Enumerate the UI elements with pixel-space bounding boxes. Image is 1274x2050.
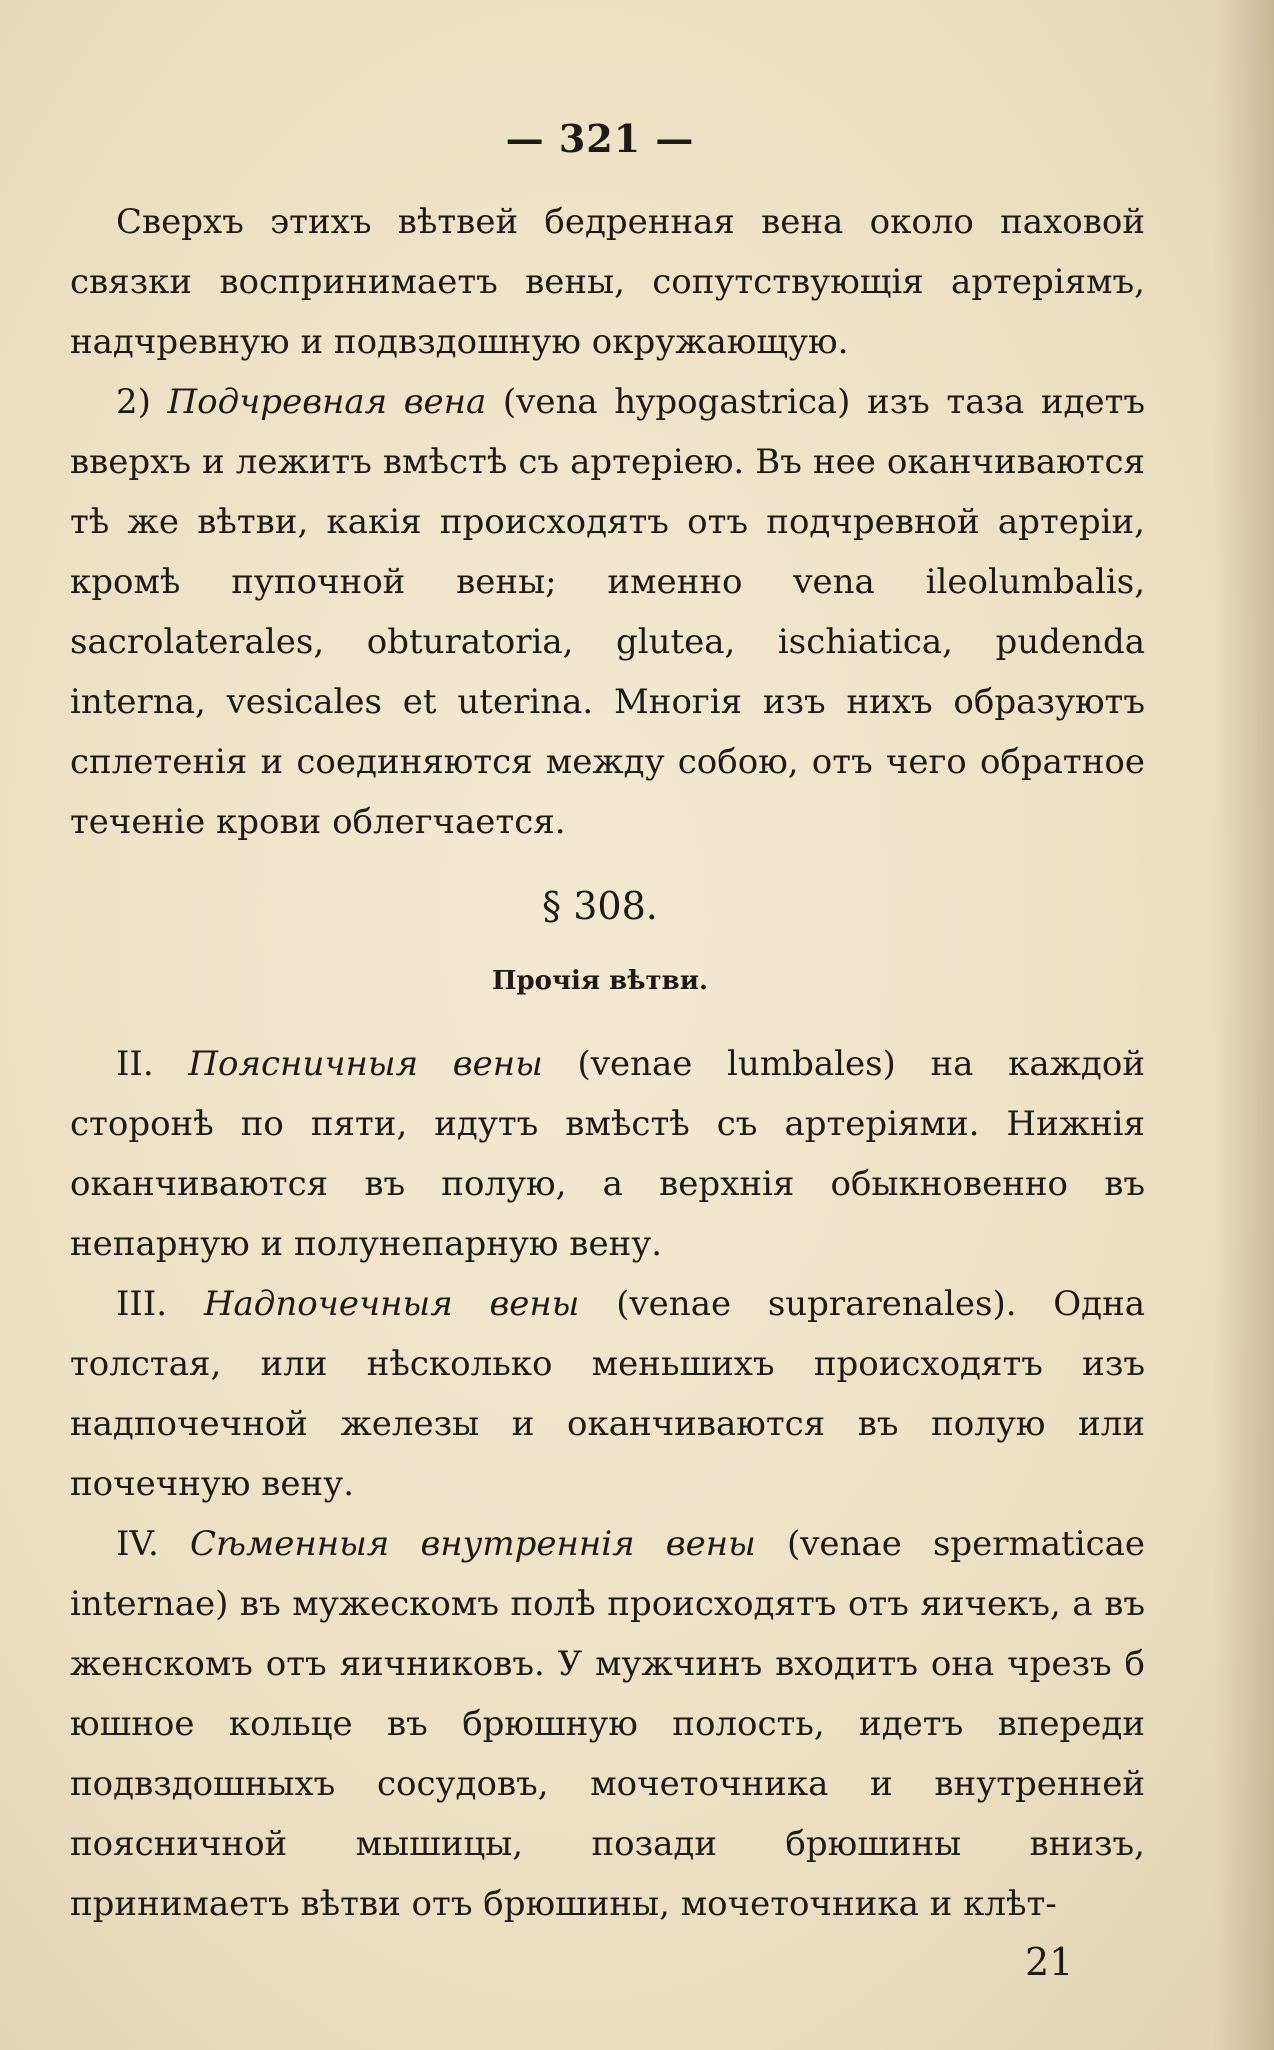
paragraph-3 [70,1034,1145,1274]
paragraph-2 [70,372,1145,852]
text-block-upper [70,192,1145,852]
paragraph-2-text: (vena hypogastrica) изъ таза идетъ вверхъ и лежитъ вмѣстѣ съ артеріею. Въ нее оканчиваются тѣ же вѣтви, какія происходятъ отъ подчревной артеріи, кромѣ пупочной вены; именно vena ileolumbalis, sacrolaterales, obturatoria, glutea, ischiatica, pudenda interna, vesicales et uterina. Многія изъ нихъ образуютъ сплетенія и соединяются между собою, отъ чего обратное теченіе крови облегчается. [70,382,1146,842]
paragraph-3-term: Поясничныя вены [188,1044,543,1084]
paragraph-4-text: (venae suprarenales). Одна толстая, или нѣсколько меньшихъ происходятъ изъ надпочечной железы и оканчиваются въ полую или почечную вену. [70,1284,1145,1504]
paragraph-4 [70,1274,1145,1514]
paragraph-2-term: Подчревная вена [167,382,487,422]
text-block-lower [70,1034,1145,1934]
paragraph-5-number: IV. [116,1524,159,1564]
paragraph-5-text: (venae spermaticae internae) въ мужескомъ полѣ происходятъ отъ яичекъ, а въ женскомъ отъ яичниковъ. У мужчинъ входитъ она чрезъ б юшное кольце въ брюшную полость, идетъ впереди подвздошныхъ сосудовъ, мочеточника и внутренней поясничной мышицы, позади брюшины внизъ, принимаетъ вѣтви отъ брюшины, мочеточника и клѣт- [70,1524,1146,1924]
paragraph-5-term: Сѣменныя внутреннія вены [190,1524,756,1564]
paragraph-1 [70,192,1145,372]
paragraph-4-term: Надпочечныя вены [203,1284,580,1324]
paragraph-3-text: (venae lumbales) на каждой сторонѣ по пяти, идутъ вмѣстѣ съ артеріями. Нижнія оканчиваются въ полую, а верхнія обыкновенно въ непарную и полунепарную вену. [70,1044,1145,1264]
page-number: — 321 — [505,116,695,161]
signature-mark: 21 [1025,1940,1074,1984]
page-spine-shadow [1214,0,1274,2050]
paragraph-5 [70,1514,1145,1934]
paragraph-3-number: II. [116,1044,154,1084]
paragraph-4-number: III. [116,1284,168,1324]
section-mark: § 308. [542,884,658,928]
section-title: Прочія вѣтви. [491,966,709,996]
paragraph-1-text: Сверхъ этихъ вѣтвей бедренная вена около паховой связки воспринимаетъ вены, сопутствующія артеріямъ, надчревную и подвздошную окружающую. [70,202,1145,362]
paragraph-2-number: 2) [116,382,151,422]
